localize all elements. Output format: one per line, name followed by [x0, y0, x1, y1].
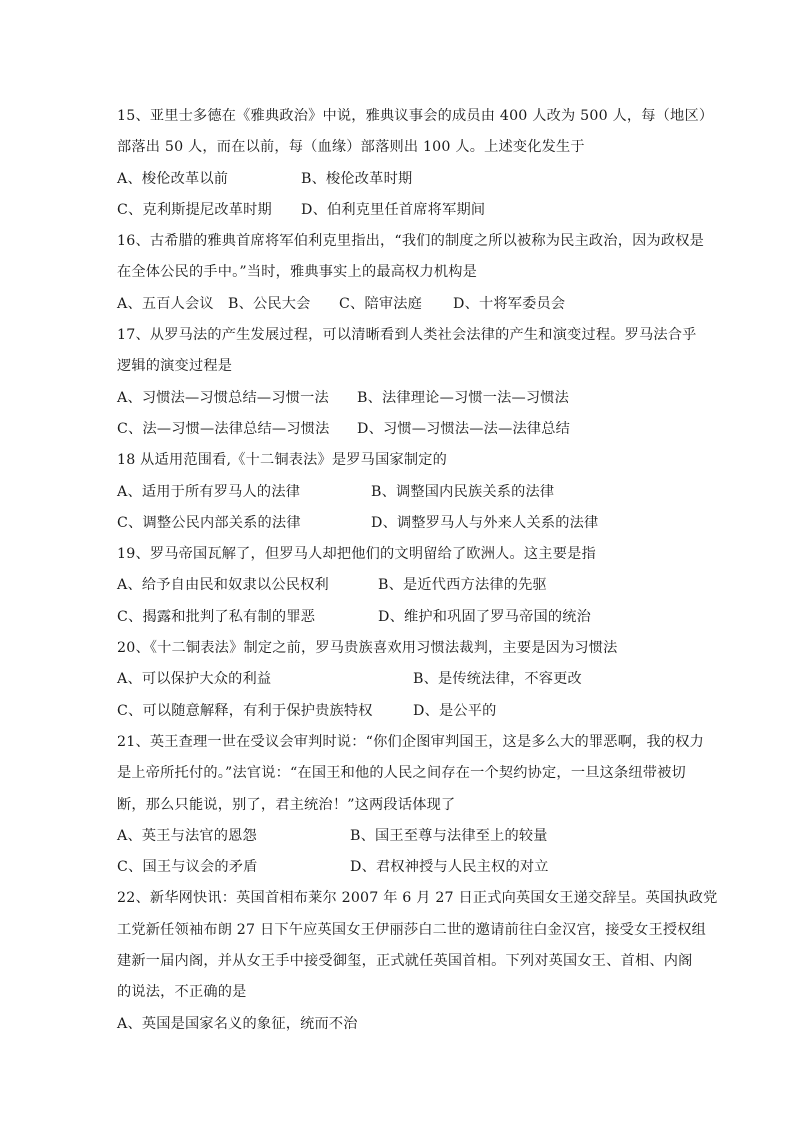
question-18 — [117, 445, 697, 539]
option-row — [117, 289, 697, 320]
document-body — [117, 101, 718, 1040]
option-row — [117, 477, 697, 508]
question-text: 15、亚里士多德在《雅典政治》中说，雅典议事会的成员由 400 人改为 500 人，每（地区） — [117, 108, 714, 124]
option-b: B、是近代西方法律的先驱 — [378, 577, 547, 594]
question-20 — [117, 633, 697, 727]
option-a: A、可以保护大众的利益 — [117, 671, 272, 688]
option-d: D、维护和巩固了罗马帝国的统治 — [378, 608, 592, 625]
option-a: A、习惯法—习惯总结—习惯一法 — [117, 389, 329, 406]
question-text: 逻辑的演变过程是 — [117, 358, 233, 375]
option-c: C、揭露和批判了私有制的罪恶 — [117, 608, 316, 625]
question-text: 21、英王查理一世在受议会审判时说：“你们企图审判国王，这是多么大的罪恶啊，我的权力 — [117, 733, 705, 750]
option-b: B、国王至尊与法律至上的较量 — [350, 827, 548, 844]
option-a: A、五百人会议 — [117, 295, 214, 312]
option-c: C、国王与议会的矛盾 — [117, 859, 258, 876]
option-b: B、调整国内民族关系的法律 — [371, 483, 555, 500]
question-17 — [117, 320, 697, 445]
option-row — [117, 664, 697, 695]
question-text: 在全体公民的手中。”当时，雅典事实上的最高权力机构是 — [117, 264, 478, 281]
option-row — [117, 383, 697, 414]
option-row — [117, 602, 697, 633]
option-row — [117, 195, 697, 226]
question-15 — [117, 101, 714, 226]
option-row — [117, 570, 697, 601]
option-b: B、是传统法律，不容更改 — [413, 671, 582, 688]
question-text: 工党新任领袖布朗 27 日下午应英国女王伊丽莎白二世的邀请前往白金汉宫，接受女王授权组 — [117, 921, 706, 938]
option-d: D、十将军委员会 — [453, 295, 566, 312]
question-text: 19、罗马帝国瓦解了，但罗马人却把他们的文明留给了欧洲人。这主要是指 — [117, 546, 596, 563]
option-row — [117, 508, 697, 539]
question-text: 22、新华网快讯：英国首相布莱尔 2007 年 6 月 27 日正式向英国女王递交辞呈。英国执政党 — [117, 890, 718, 907]
option-a: A、英王与法官的恩怨 — [117, 827, 257, 844]
option-row — [117, 821, 697, 852]
option-d: D、调整罗马人与外来人关系的法律 — [371, 514, 599, 531]
question-text: 断，那么只能说，别了，君主统治！”这两段话体现了 — [117, 796, 456, 813]
question-text: 18 从适用范围看,《十二铜表法》是罗马国家制定的 — [117, 452, 448, 469]
option-b: B、梭伦改革时期 — [301, 170, 413, 187]
option-a: A、适用于所有罗马人的法律 — [117, 483, 301, 500]
option-a: A、给予自由民和奴隶以公民权利 — [117, 577, 329, 594]
option-row — [117, 852, 697, 883]
question-21 — [117, 727, 705, 883]
question-22 — [117, 883, 718, 1039]
question-text: 的说法，不正确的是 — [117, 984, 247, 1001]
question-text: 建新一届内阁，并从女王手中接受御玺，正式就任英国首相。下列对英国女王、首相、内阁 — [117, 953, 693, 970]
question-19 — [117, 539, 697, 633]
option-a: A、英国是国家名义的象征，统而不治 — [117, 1015, 358, 1032]
question-text: 16、古希腊的雅典首席将军伯利克里指出，“我们的制度之所以被称为民主政治，因为政权是 — [117, 233, 705, 250]
question-16 — [117, 226, 705, 320]
option-b: B、公民大会 — [228, 295, 311, 312]
option-c: C、陪审法庭 — [339, 295, 422, 312]
question-text: 20、《十二铜表法》制定之前，罗马贵族喜欢用习惯法裁判，主要是因为习惯法 — [117, 640, 618, 657]
option-c: C、克利斯提尼改革时期 — [117, 201, 272, 218]
option-row — [117, 164, 697, 195]
option-a: A、梭伦改革以前 — [117, 170, 229, 187]
question-text: 是上帝所托付的。”法官说：“在国王和他的人民之间存在一个契约协定，一旦这条纽带被切 — [117, 765, 686, 782]
option-b: B、法律理论—习惯一法—习惯法 — [357, 389, 570, 406]
option-d: D、伯利克里任首席将军期间 — [301, 201, 486, 218]
option-c: C、调整公民内部关系的法律 — [117, 514, 301, 531]
option-c: C、可以随意解释，有利于保护贵族特权 — [117, 702, 373, 719]
option-c: C、法—习惯—法律总结—习惯法 — [117, 420, 330, 437]
question-text: 部落出 50 人，而在以前，每（血缘）部落则出 100 人。上述变化发生于 — [117, 139, 585, 156]
option-d: D、君权神授与人民主权的对立 — [350, 859, 549, 876]
option-row — [117, 414, 697, 445]
option-d: D、是公平的 — [413, 702, 497, 719]
option-row — [117, 1009, 697, 1040]
option-row — [117, 696, 697, 727]
option-d: D、习惯—习惯法—法—法律总结 — [357, 420, 571, 437]
question-text: 17、从罗马法的产生发展过程，可以清晰看到人类社会法律的产生和演变过程。罗马法合乎 — [117, 327, 697, 344]
